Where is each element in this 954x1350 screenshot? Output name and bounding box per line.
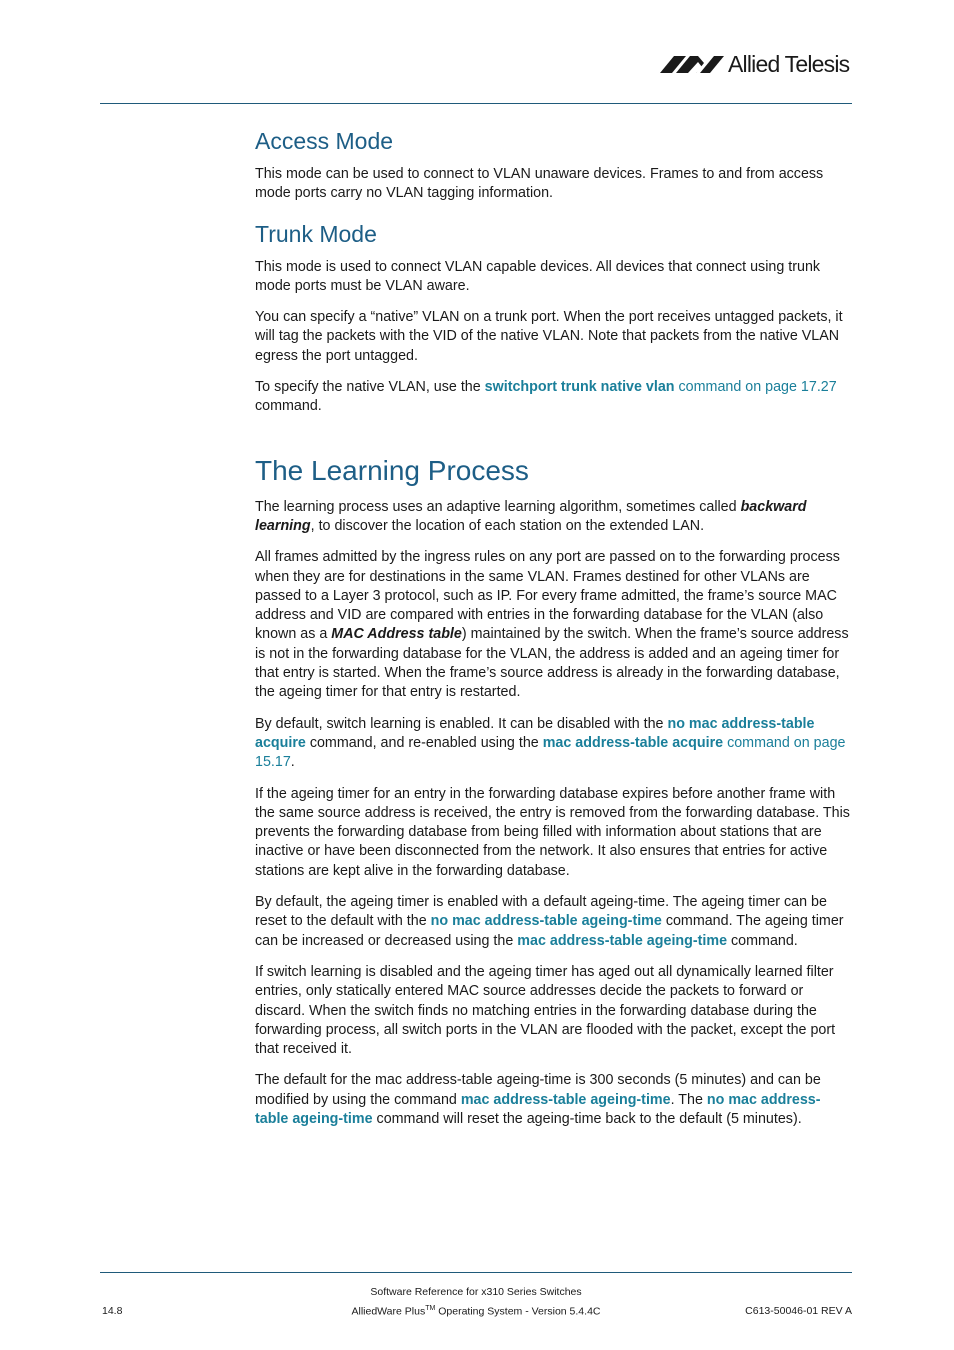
mac-address-table-ageing-time-link[interactable]: mac address-table ageing-time <box>460 1091 671 1108</box>
text-span: The default for the mac address-table ageing-time is 300 seconds (5 minutes) and can be modified by using the command <box>255 1072 821 1108</box>
text-span: . The <box>670 1091 707 1108</box>
text-span: command. The ageing timer can be increased or decreased using the <box>255 913 844 949</box>
trunk-mode-paragraph-1: This mode is used to connect VLAN capable devices. All devices that connect using trunk mode ports must be VLAN aware. <box>255 258 821 294</box>
no-mac-address-table-ageing-time-link[interactable]: no mac address-table ageing-time <box>430 913 662 930</box>
header-rule <box>100 103 852 104</box>
text-span: command will reset the ageing-time back to the default (5 minutes). <box>372 1110 802 1127</box>
allied-telesis-logo-icon <box>660 53 724 75</box>
command-page-link[interactable]: command on page 15.17 <box>255 734 846 771</box>
no-mac-address-table-acquire-link[interactable]: no mac address-table acquire <box>255 715 815 751</box>
text-span: The learning process uses an adaptive learning algorithm, sometimes called <box>255 498 741 515</box>
page-content <box>255 126 852 1141</box>
access-mode-paragraph: This mode can be used to connect to VLAN unaware devices. Frames to and from access mode ports carry no VLAN tagging information. <box>255 166 824 202</box>
learning-paragraph-6: If switch learning is disabled and the ageing timer has aged out all dynamically learned filter entries, only statically entered MAC source addresses decide the packets to forward or discard. When the switch finds no matching entries in the forwarding database during the forwarding process, all switch ports in the VLAN are flooded with the packet, except the port that received it. <box>255 963 836 1058</box>
text-span: By default, switch learning is enabled. It can be disabled with the <box>255 715 668 732</box>
text-span: command. <box>727 932 798 949</box>
emphasis-backward-learning: backward learning <box>255 498 807 534</box>
learning-paragraph-5 <box>255 893 852 951</box>
footer-product-line <box>100 1305 852 1318</box>
no-mac-address-table-ageing-time-link[interactable]: no mac address-table ageing-time <box>255 1091 821 1127</box>
footer-rule <box>100 1272 852 1273</box>
learning-paragraph-3 <box>255 715 852 773</box>
text-span: command. <box>255 398 322 415</box>
footer-title: Software Reference for x310 Series Switches <box>370 1286 582 1298</box>
trademark-mark: TM <box>425 1305 436 1312</box>
text-span: ) maintained by the switch. When the frame’s source address is not in the forwarding database for the VLAN, the address is added and an ageing timer for that entry is started. When the frame’s source address is already in the forwarding database, the ageing timer for that entry is restarted. <box>255 626 849 701</box>
trunk-mode-paragraph-2: You can specify a “native” VLAN on a trunk port. When the port receives untagged packets, it will tag the packets with the VID of the native VLAN. Note that packets from the native VLAN egress the port untagged. <box>255 309 843 364</box>
learning-paragraph-2 <box>255 548 852 702</box>
learning-process-heading: The Learning Process <box>255 454 529 486</box>
mac-address-table-acquire-link[interactable]: mac address-table acquire <box>542 734 724 751</box>
mac-address-table-ageing-time-link[interactable]: mac address-table ageing-time <box>517 932 728 949</box>
text-span: . <box>290 754 295 771</box>
allied-telesis-logo <box>660 50 849 78</box>
access-mode-heading: Access Mode <box>255 128 394 154</box>
command-page-link[interactable]: command on page 17.27 <box>674 379 837 396</box>
trunk-mode-paragraph-3 <box>255 378 852 417</box>
emphasis-mac-address-table: MAC Address table <box>331 626 462 643</box>
learning-paragraph-1 <box>255 498 852 537</box>
text-span: command, and re-enabled using the <box>305 734 543 751</box>
logo-text: Allied Telesis <box>728 51 850 77</box>
text-span: By default, the ageing timer is enabled with a default ageing-time. The ageing timer can be reset to the default with the <box>255 894 827 930</box>
switchport-trunk-native-vlan-link[interactable]: switchport trunk native vlan <box>484 379 675 396</box>
text-span: All frames admitted by the ingress rules on any port are passed on to the forwarding process when they are for destinations in the same VLAN. Frames destined for other VLANs are passed to a Layer 3 protocol, such as IP. For every frame admitted, the frame’s source MAC address and VID are compared with entries in the forwarding database for the VLAN (also known as a <box>255 549 840 643</box>
trunk-mode-heading: Trunk Mode <box>255 220 377 247</box>
text-span: To specify the native VLAN, use the <box>255 379 485 396</box>
text-span: , to discover the location of each station on the extended LAN. <box>310 517 705 534</box>
footer-product: AlliedWare Plus <box>351 1305 426 1318</box>
footer-os-version: Operating System - Version 5.4.4C <box>435 1305 601 1318</box>
document-id: C613-50046-01 REV A <box>745 1305 852 1317</box>
page-number: 14.8 <box>102 1305 123 1317</box>
learning-paragraph-4: If the ageing timer for an entry in the forwarding database expires before another frame with the same source address is received, the entry is removed from the forwarding database. This prevents the forwarding database from being filled with information about stations that are inactive or have been disconnected from the network. It also ensures that entries for active stations are kept alive in the forwarding database. <box>255 785 850 879</box>
learning-paragraph-7 <box>255 1071 852 1129</box>
